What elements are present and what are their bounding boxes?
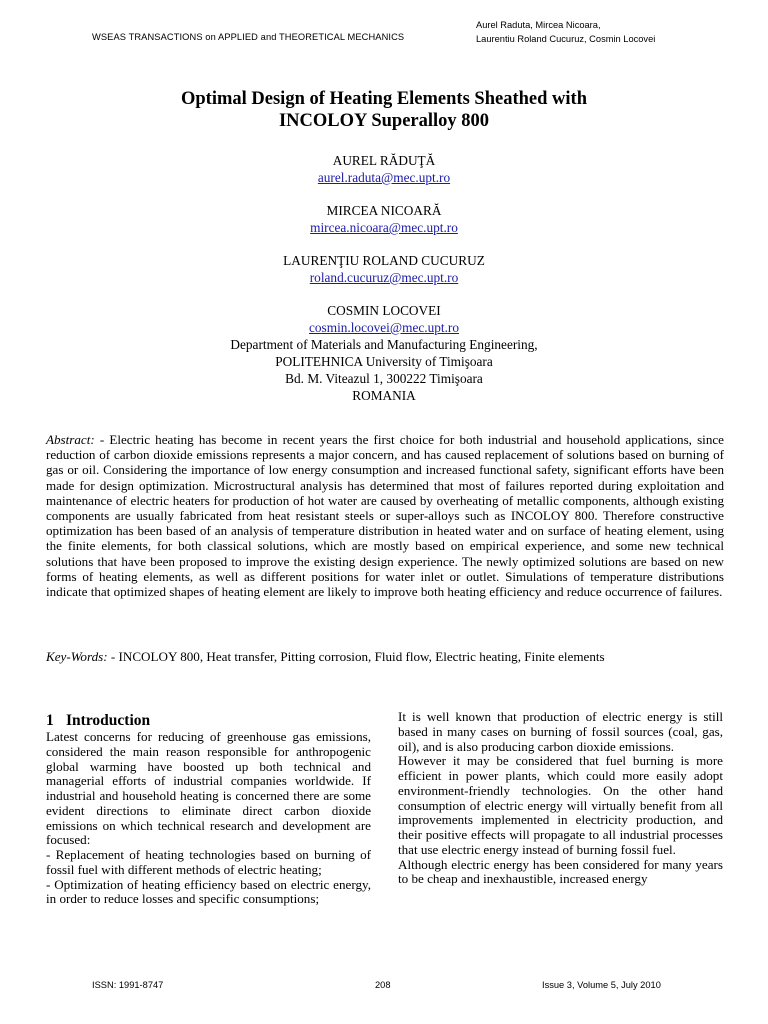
right-column [398,710,723,887]
section-number: 1 [46,712,54,729]
section-title: Introduction [66,712,151,729]
running-header-authors-line1: Aurel Raduta, Mircea Nicoara, [476,20,601,30]
abstract-label: Abstract: [46,432,95,447]
paragraph: However it may be considered that fuel burning is more efficient in power plants, which could more easily adopt environment-friendly technologies. On the other hand consumption of electric energy will virtually benefit from all improvements implemented in electricity production, and their positive effects will propagate to all industrial processes that use electric energy instead of burning fossil fuel. [398,753,723,857]
author-email-link[interactable]: cosmin.locovei@mec.upt.ro [309,320,459,335]
paragraph: Latest concerns for reducing of greenhouse gas emissions, considered the main reason responsible for anthropogenic global warming have boosted up both technical and managerial efforts of industrial companies worldwide. If industrial and household heating is concerned there are some evident directions to eliminate direct carbon dioxide emissions on which technical research and development are focused: [46,729,371,848]
affiliation-line: Bd. M. Viteazul 1, 300222 Timişoara [285,371,483,386]
footer-page-number: 208 [375,980,391,990]
author-list [0,152,768,404]
running-header-journal: WSEAS TRANSACTIONS on APPLIED and THEORETICAL MECHANICS [92,32,405,42]
author-block [0,152,768,186]
running-header-authors-line2: Laurentiu Roland Cucuruz, Cosmin Locovei [476,34,656,44]
author-email-link[interactable]: mircea.nicoara@mec.upt.ro [310,220,458,235]
paragraph: It is well known that production of electric energy is still based in many cases on burning of fossil sources (coal, gas, oil), and is also producing carbon dioxide emissions. [398,709,723,754]
abstract [46,432,724,599]
footer-issue: Issue 3, Volume 5, July 2010 [542,980,661,990]
author-block [0,302,768,336]
keywords [46,649,724,664]
paragraph: - Replacement of heating technologies based on burning of fossil fuel with different methods of electric heating; [46,847,371,877]
affiliation-line: Department of Materials and Manufacturing Engineering, [230,337,538,352]
author-block [0,252,768,286]
left-column [46,710,371,907]
paper-title [0,88,768,132]
abstract-text: - Electric heating has become in recent years the first choice for both industrial and household applications, since reduction of carbon dioxide emissions represents a major concern, and has caused replacement of solutions based on burning of gas or oil. Considering the importance of low energy consumption and increased functional safety, significant efforts have been made for design optimization. Microstructural analysis has determined that most of failures reported during exploitation and maintenance of electric heaters for production of hot water are caused by overheating of metallic components, although existing components are usually fabricated from heat resistant steels or super-alloys such as INCOLOY 800. Therefore constructive optimization has been based of an analysis of temperature distribution in heated water and on surface of heating element, using the finite elements, for both classical solutions, which are mostly based on empirical experience, and some new technical solutions that have been proposed to improve the existing design experience. The newly optimized solutions are based on new forms of heating elements, as well as different positions for water inlet or outlet. Simulations of temperature distributions indicate that optimized shapes of heating element are likely to improve both heating efficiency and reduce occurrence of failures. [46,432,724,600]
paper-title-line1: Optimal Design of Heating Elements Sheathed with [181,89,587,109]
affiliation [0,336,768,404]
keywords-text: - INCOLOY 800, Heat transfer, Pitting corrosion, Fluid flow, Electric heating, Finite elements [107,649,605,664]
author-name: AUREL RĂDUŢĂ [332,153,436,168]
paragraph: Although electric energy has been considered for many years to be cheap and inexhaustible, increased energy [398,856,723,887]
section-heading [46,711,371,730]
author-block [0,202,768,236]
keywords-label: Key-Words: [46,649,108,664]
footer-issn: ISSN: 1991-8747 [92,980,164,990]
affiliation-line: ROMANIA [352,388,416,403]
affiliation-line: POLITEHNICA University of Timişoara [275,354,493,369]
paper-title-line2: INCOLOY Superalloy 800 [278,111,490,131]
author-name: LAURENŢIU ROLAND CUCURUZ [283,253,485,268]
author-email-link[interactable]: aurel.raduta@mec.upt.ro [317,170,451,185]
author-name: MIRCEA NICOARĂ [326,203,442,218]
author-name: COSMIN LOCOVEI [327,303,441,318]
author-email-link[interactable]: roland.cucuruz@mec.upt.ro [309,270,459,285]
paragraph: - Optimization of heating efficiency based on electric energy, in order to reduce losses and specific consumptions; [46,876,371,907]
running-header-authors [476,18,655,46]
